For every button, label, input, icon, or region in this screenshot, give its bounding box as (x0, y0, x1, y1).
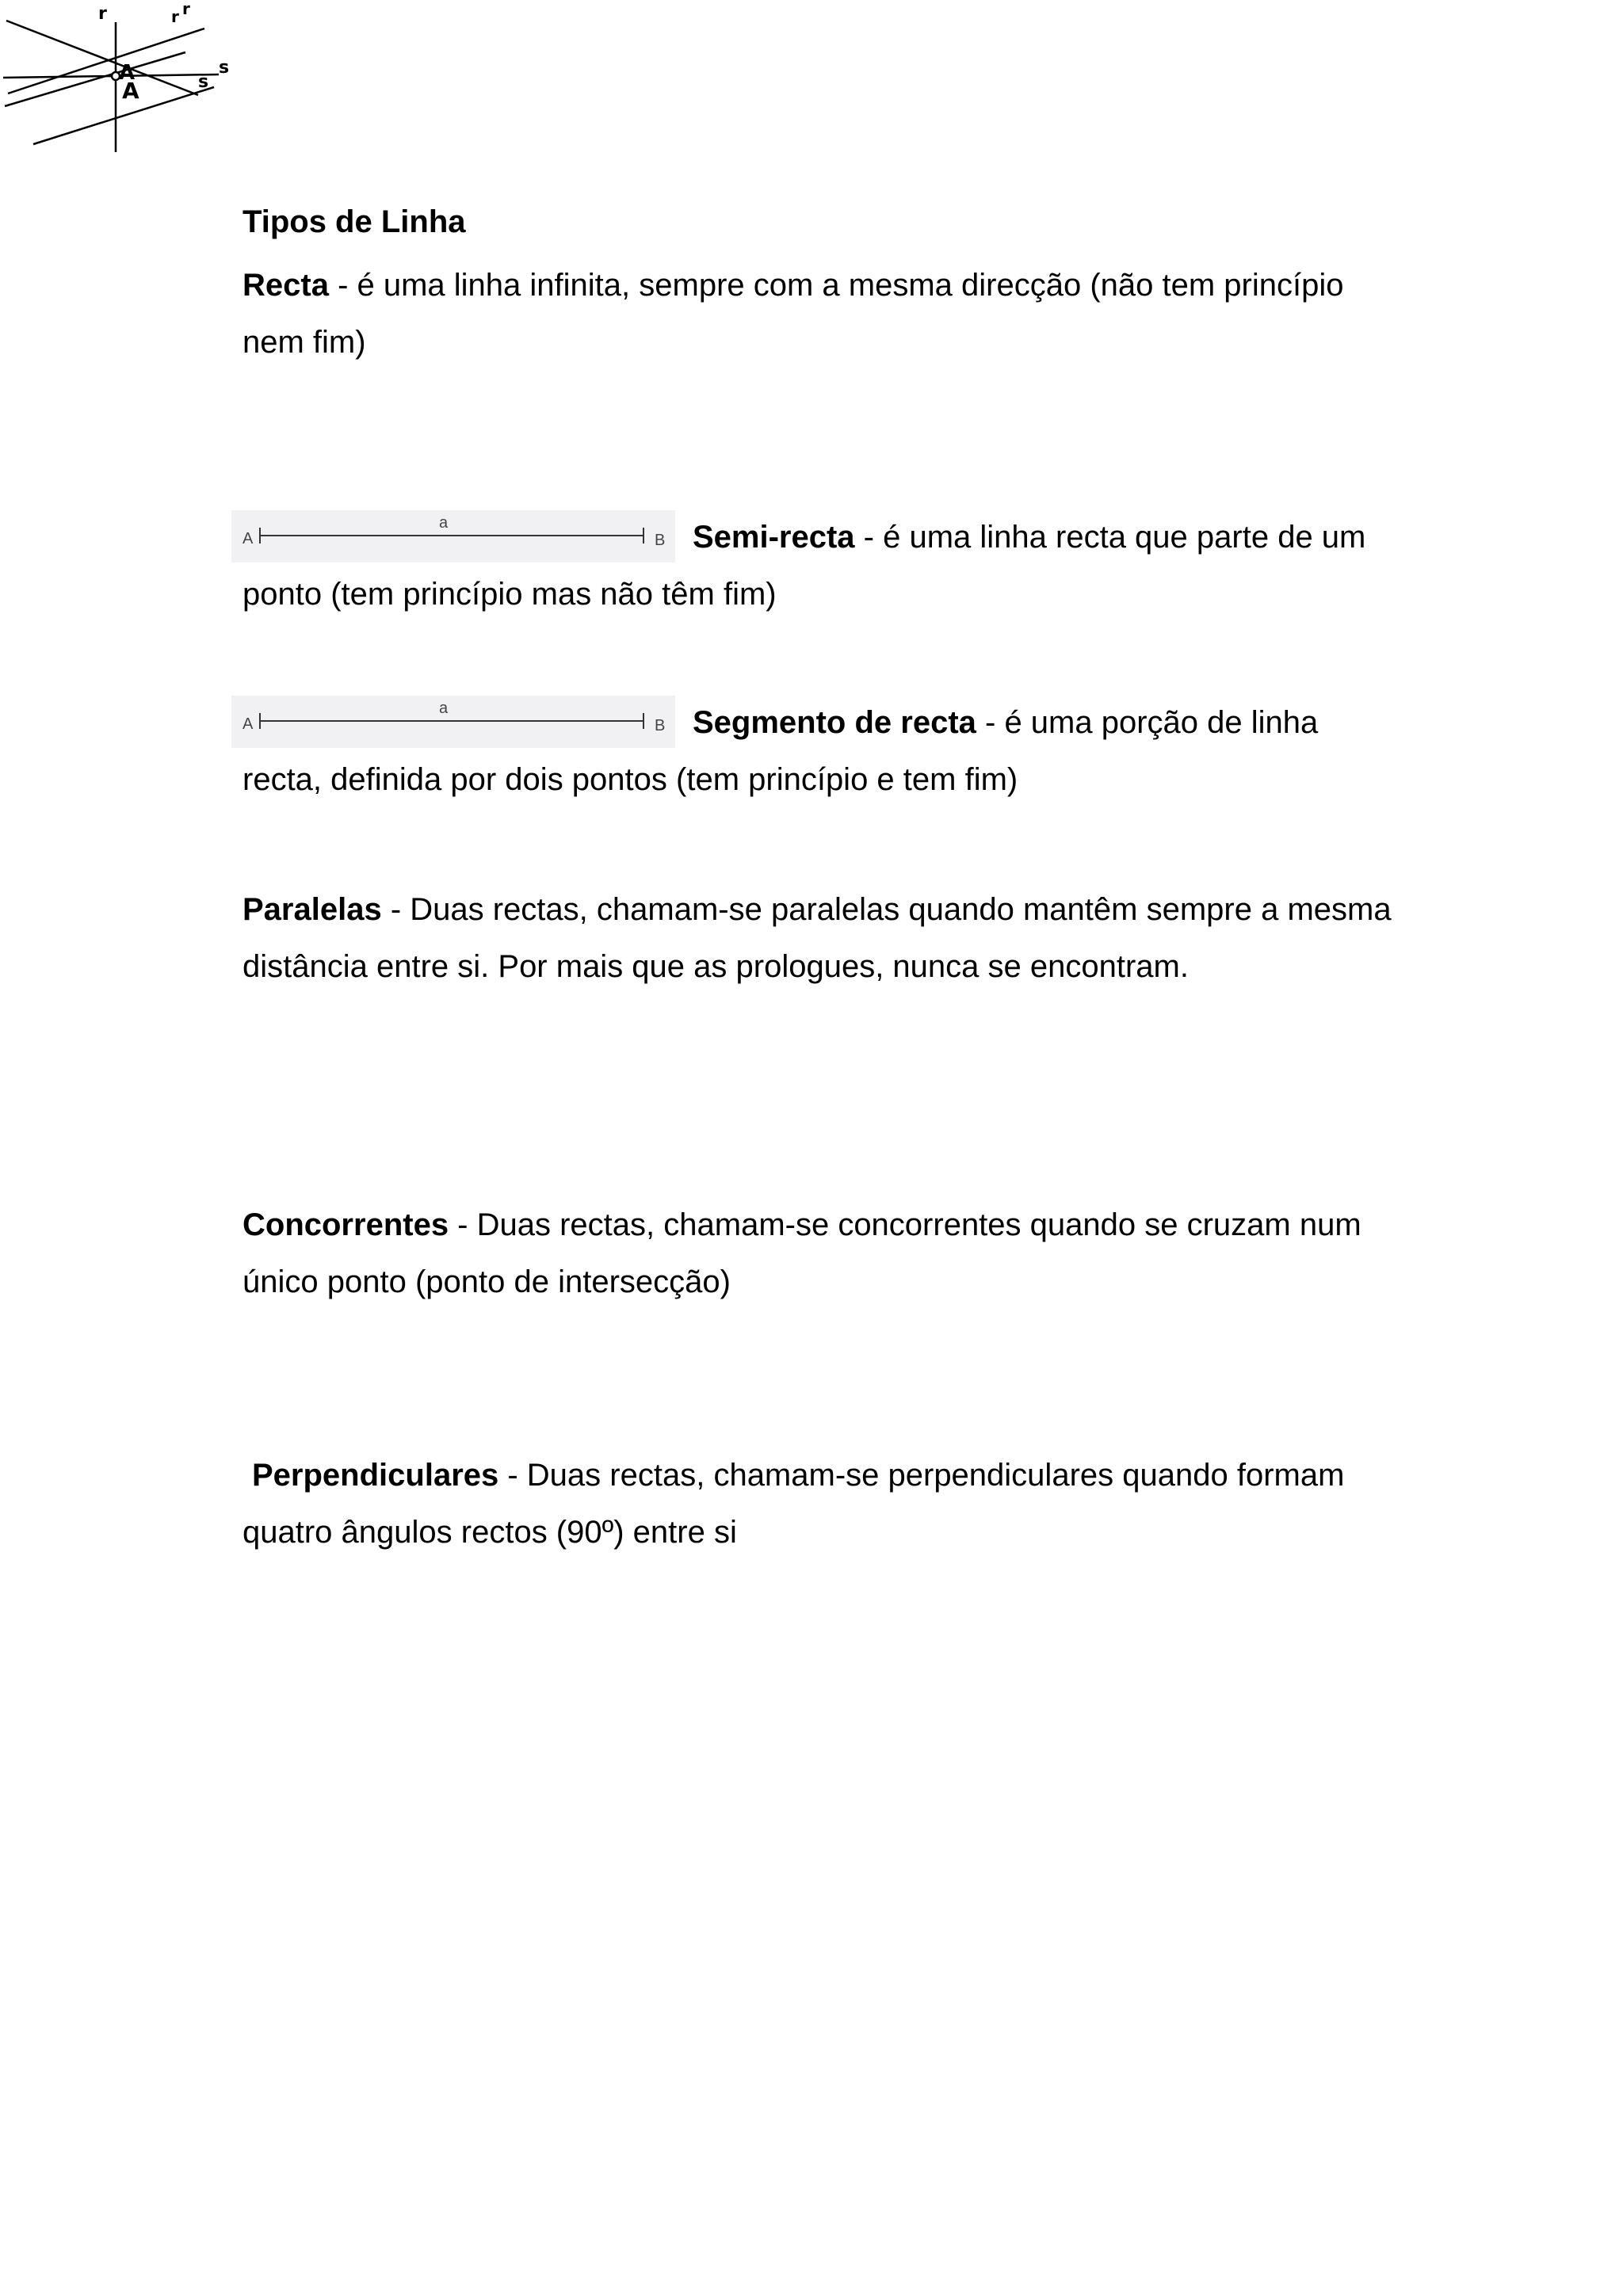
label-r: r (98, 4, 107, 24)
label-s: s (198, 72, 209, 92)
semirecta-figure (231, 510, 675, 563)
semirecta-text: - é uma linha recta que parte de um ponto (tem princípio mas não têm fim) (242, 520, 1366, 612)
label-a: A (122, 78, 139, 104)
point-b-label: B (655, 532, 666, 549)
semirecta-term: Semi-recta (693, 520, 855, 555)
perpendiculares-text: - Duas rectas, chamam-se perpendiculares quando formam quatro ângulos rectos (90º) entre si (242, 1458, 1345, 1550)
line-r2 (8, 29, 204, 93)
label-r: r (171, 7, 179, 26)
paralelas-term: Paralelas (242, 892, 382, 927)
point-a-label: A (242, 530, 254, 547)
paralelas-definition (242, 881, 1392, 995)
recta-term: Recta (242, 268, 329, 303)
perpendiculares-term: Perpendiculares (252, 1458, 499, 1493)
concorrentes-definition (242, 1196, 1392, 1310)
segmento-term: Segmento de recta (693, 705, 976, 740)
point-a-label: A (242, 715, 254, 733)
label-s: s (219, 58, 230, 78)
heading-tipos-de-linha (242, 193, 1392, 250)
corner-lines-figure (0, 0, 246, 158)
point-b-label: B (655, 717, 666, 734)
concorrentes-term: Concorrentes (242, 1207, 449, 1242)
paralelas-text: - Duas rectas, chamam-se paralelas quando mantêm sempre a mesma distância entre si. Por mais que as prologues, nunca se encontram. (242, 892, 1392, 984)
line-a-label: a (439, 700, 449, 717)
recta-definition (242, 257, 1392, 371)
label-a: A (119, 61, 136, 85)
segmento-definition (242, 694, 1392, 808)
line-a-label: a (439, 514, 449, 532)
recta-text: - é uma linha infinita, sempre com a mesma direcção (não tem princípio nem fim) (242, 268, 1344, 360)
segmento-figure (231, 696, 675, 748)
label-r: r (182, 0, 190, 18)
perpendiculares-definition (242, 1447, 1392, 1561)
heading-text: Tipos de Linha (242, 204, 466, 239)
semirecta-definition (242, 509, 1392, 623)
segmento-text: - é uma porção de linha recta, definida por dois pontos (tem princípio e tem fim) (242, 705, 1319, 797)
concorrentes-text: - Duas rectas, chamam-se concorrentes quando se cruzam num único ponto (ponto de intersecção) (242, 1207, 1361, 1299)
